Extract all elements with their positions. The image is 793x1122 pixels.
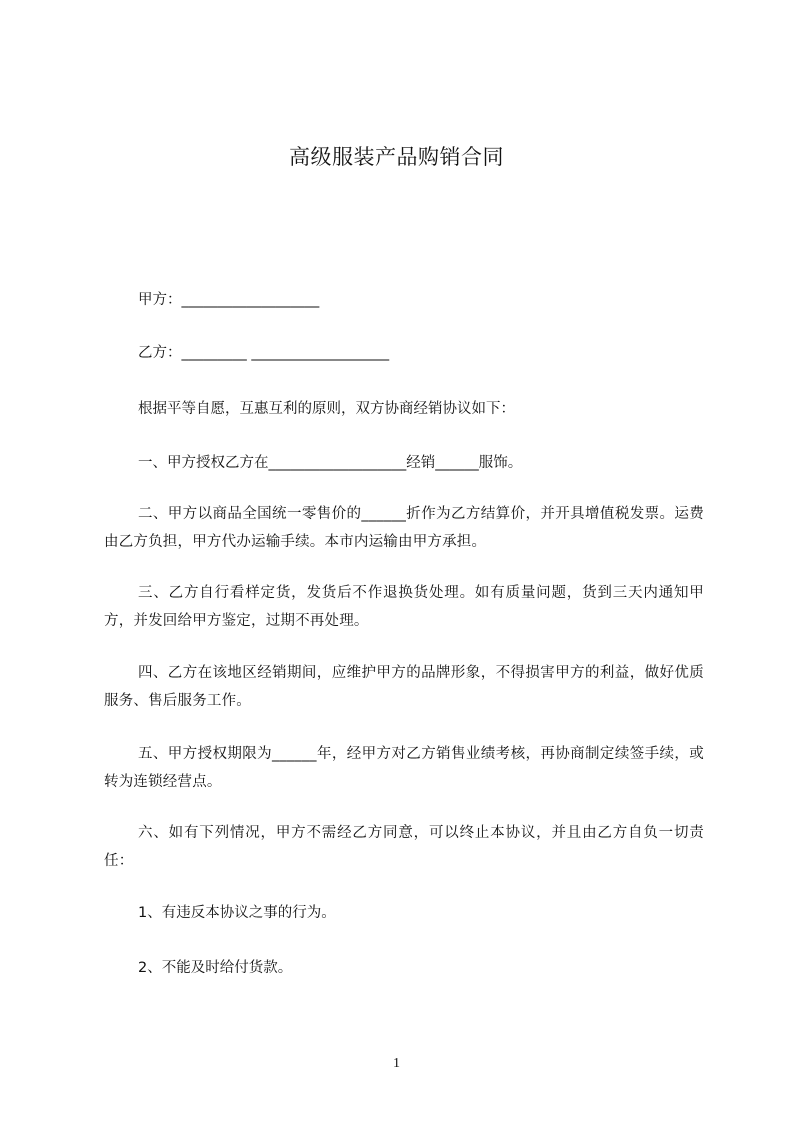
clause-4: 四、乙方在该地区经销期间，应维护甲方的品牌形象，不得损害甲方的利益，做好优质服务、售后服务工作。	[104, 665, 704, 709]
preamble: 根据平等自愿，互惠互利的原则，双方协商经销协议如下：	[138, 401, 515, 417]
clause-2: 二、甲方以商品全国统一零售价的______折作为乙方结算价，并开具增值税发票。运费由乙方负担，甲方代办运输手续。本市内运输由甲方承担。	[104, 506, 704, 550]
clause-6: 六、如有下列情况，甲方不需经乙方同意，可以终止本协议，并且由乙方自负一切责任：	[104, 825, 704, 869]
list-item-2: 2、不能及时给付货款。	[138, 960, 293, 976]
clause-1: 一、甲方授权乙方在___________________经销______服饰。	[138, 455, 523, 471]
clause-5: 五、甲方授权期限为______年，经甲方对乙方销售业绩考核，再协商制定续签手续，或转为连锁经营点。	[104, 746, 704, 790]
contract-title: 高级服装产品购销合同	[289, 145, 504, 169]
party-a-line: 甲方：___________________	[138, 292, 320, 308]
list-item-1: 1、有违反本协议之事的行为。	[138, 905, 336, 921]
page-number: 1	[393, 1056, 400, 1071]
clause-3: 三、乙方自行看样定货，发货后不作退换货处理。如有质量问题，货到三天内通知甲方，并发回给甲方鉴定，过期不再处理。	[104, 585, 704, 629]
party-b-line: 乙方：_________ ___________________	[138, 345, 390, 361]
